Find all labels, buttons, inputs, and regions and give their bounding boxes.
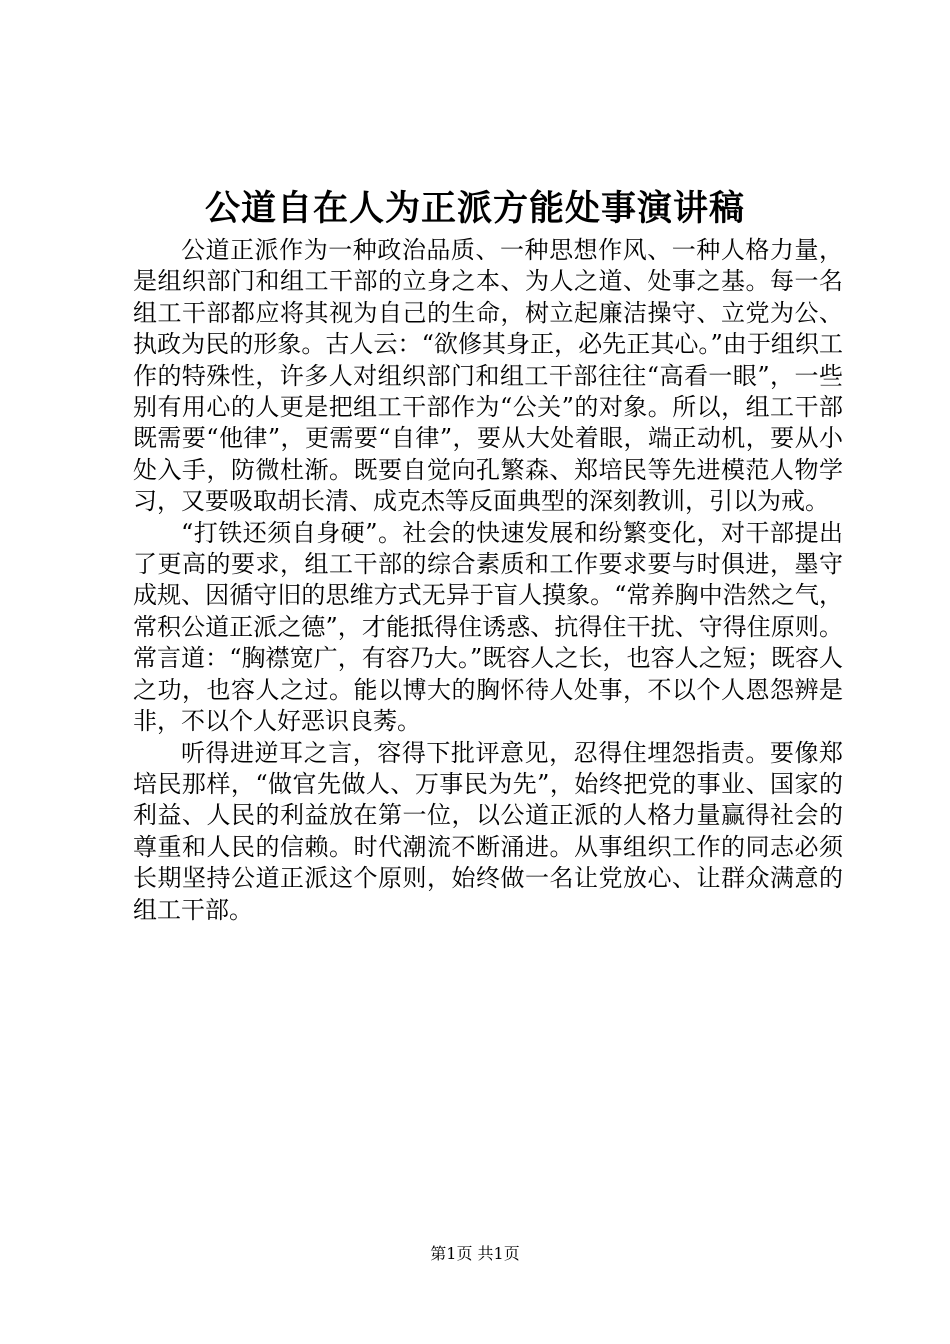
paragraph: “打铁还须自身硬”。社会的快速发展和纷繁变化，对干部提出了更高的要求，组工干部的综合素质和工作要求要与时俱进，墨守成规、因循守旧的思维方式无异于盲人摸象。“常养胸中浩然之气，常积公道正派之德”，才能抵得住诱惑、抗得住干扰、守得住原则。常言道：“胸襟宽广，有容乃大。”既容人之长，也容人之短；既容人之功，也容人之过。能以博大的胸怀待人处事，不以个人恩怨辨是非，不以个人好恶识良莠。 [133,518,843,736]
document-body [133,235,843,926]
paragraph: 听得进逆耳之言，容得下批评意见，忍得住埋怨指责。要像郑培民那样，“做官先做人、万事民为先”，始终把党的事业、国家的利益、人民的利益放在第一位，以公道正派的人格力量赢得社会的尊重和人民的信赖。时代潮流不断涌进。从事组织工作的同志必须长期坚持公道正派这个原则，始终做一名让党放心、让群众满意的组工干部。 [133,738,843,924]
document-title: 公道自在人为正派方能处事演讲稿 [204,189,745,229]
paragraph: 公道正派作为一种政治品质、一种思想作风、一种人格力量，是组织部门和组工干部的立身之本、为人之道、处事之基。每一名组工干部都应将其视为自己的生命，树立起廉洁操守、立党为公、执政为民的形象。古人云：“欲修其身正，必先正其心。”由于组织工作的特殊性，许多人对组织部门和组工干部往往“高看一眼”，一些别有用心的人更是把组工干部作为“公关”的对象。所以，组工干部既需要“他律”，更需要“自律”，要从大处着眼，端正动机，要从小处入手，防微杜渐。既要自觉向孔繁森、郑培民等先进模范人物学习，又要吸取胡长清、成克杰等反面典型的深刻教训，引以为戒。 [133,236,843,516]
page-number-footer: 第1页 共1页 [430,1244,520,1263]
